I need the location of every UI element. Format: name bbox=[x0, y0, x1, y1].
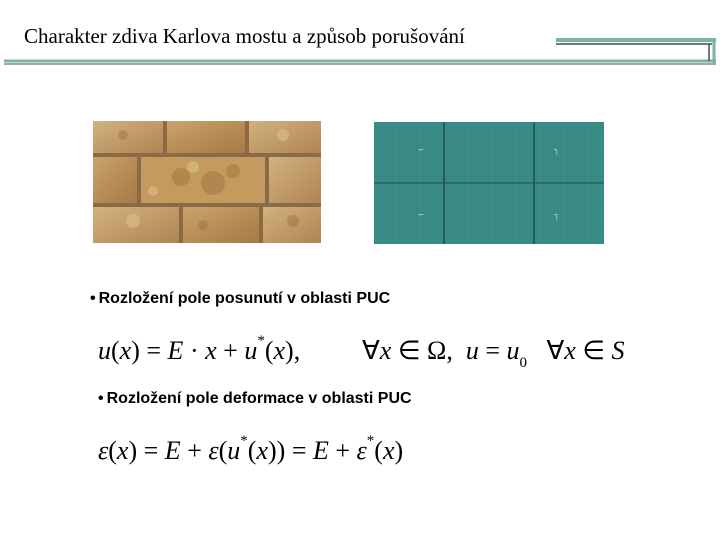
bullet-text: Rozložení pole posunutí v oblasti PUC bbox=[98, 290, 391, 307]
strain-equation: ε(x) = E + ε(u*(x)) = E + ε*(x) bbox=[98, 433, 404, 465]
bullet-displacement bbox=[90, 290, 390, 308]
svg-text:⌐: ⌐ bbox=[419, 145, 424, 154]
boundary-condition: ∀x ∈ Ω, $u = u_0$ ∀x ∈ S bbox=[362, 336, 625, 371]
svg-text:┐: ┐ bbox=[554, 145, 560, 154]
title-underline-decoration bbox=[0, 0, 720, 70]
svg-text:┐: ┐ bbox=[554, 210, 560, 219]
fe-mesh-image bbox=[374, 122, 604, 244]
displacement-equation: u(x) = E · x + u*(x), bbox=[98, 333, 301, 365]
bullet-symbol: • bbox=[90, 290, 96, 307]
svg-text:⌐: ⌐ bbox=[419, 210, 424, 219]
bullet-symbol: • bbox=[98, 390, 104, 407]
bullet-text: Rozložení pole deformace v oblasti PUC bbox=[106, 390, 412, 407]
bullet-strain bbox=[98, 390, 412, 408]
slide-title: Charakter zdiva Karlova mostu a způsob porušování bbox=[24, 24, 465, 48]
masonry-photo bbox=[93, 121, 321, 243]
